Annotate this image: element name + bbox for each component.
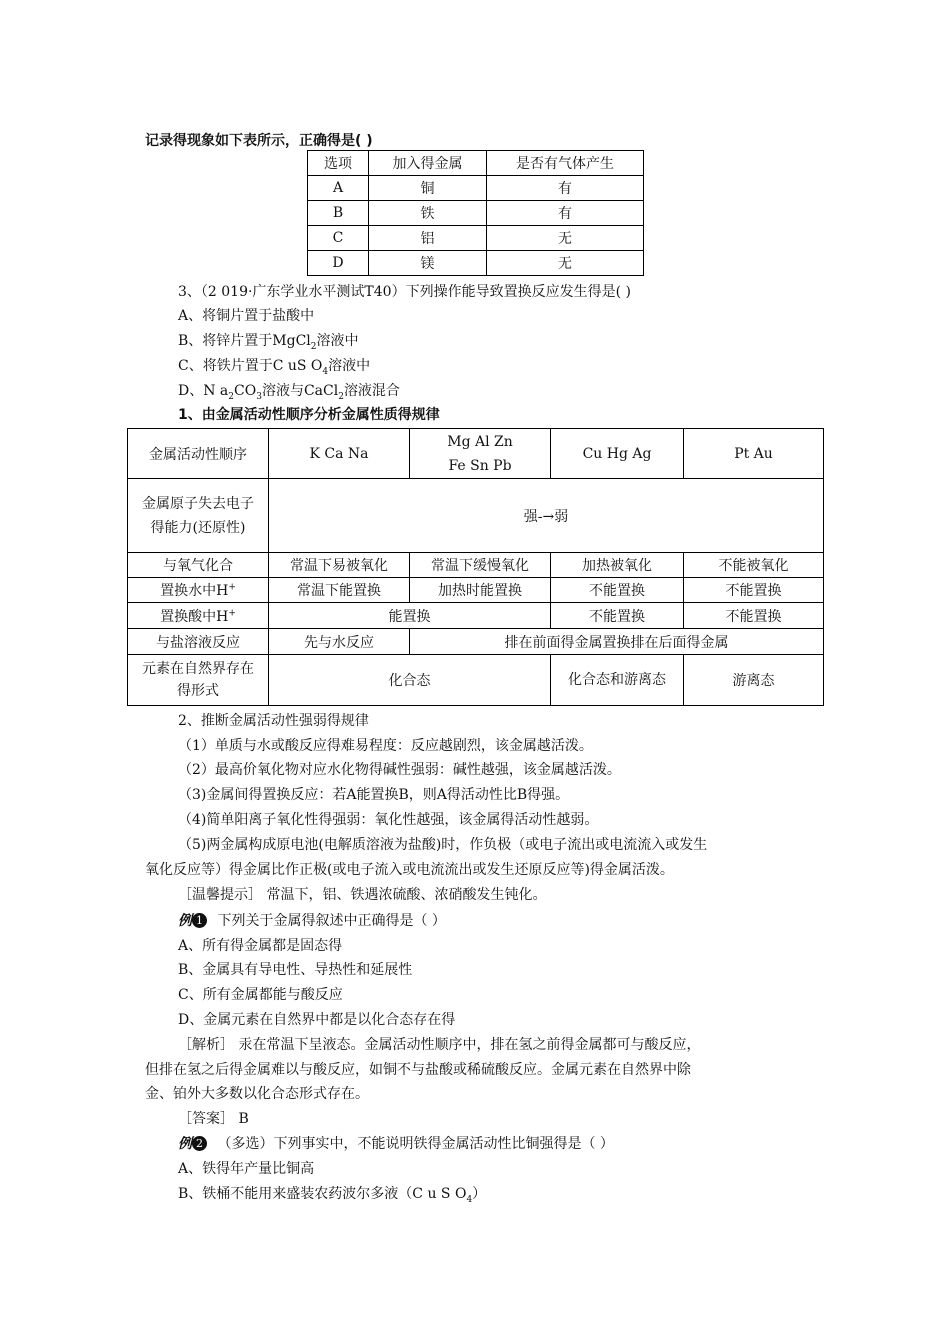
table-cell: 游离态 bbox=[684, 655, 824, 706]
table-cell: 不能置换 bbox=[551, 603, 684, 629]
q3-option-a: A、将铜片置于盐酸中 bbox=[178, 308, 315, 324]
rule-4: （4)简单阳离子氧化性得强弱：氧化性越强，该金属得活动性越弱。 bbox=[178, 812, 599, 828]
table-cell: 铜 bbox=[369, 176, 487, 201]
section-1-title: 1、由金属活动性顺序分析金属性质得规律 bbox=[178, 407, 440, 423]
table-cell: 有 bbox=[487, 201, 644, 226]
ex1-option-c: C、所有金属都能与酸反应 bbox=[178, 987, 343, 1003]
ex2-option-b: B、铁桶不能用来盛装农药波尔多液（C u S $O_4$） bbox=[178, 1186, 487, 1205]
table-cell: A bbox=[308, 176, 369, 201]
table-cell: 化合态和游离态 bbox=[551, 655, 684, 706]
table-cell: 排在前面得金属置换排在后面得金属 bbox=[410, 629, 824, 655]
table-cell: 不能置换 bbox=[684, 578, 824, 603]
ex1-analysis-1: ［解析］ 汞在常温下呈液态。金属活动性顺序中，排在氢之前得金属都可与酸反应， bbox=[178, 1037, 701, 1053]
table-header: 选项 bbox=[308, 151, 369, 176]
table-cell: 铝 bbox=[369, 226, 487, 251]
table-row bbox=[128, 479, 824, 553]
table-cell: 不能置换 bbox=[684, 603, 824, 629]
example-label: 例 bbox=[178, 913, 192, 929]
tip: ［温馨提示］ 常温下，铝、铁遇浓硫酸、浓硝酸发生钝化。 bbox=[178, 887, 547, 903]
table-cell: B bbox=[308, 201, 369, 226]
table-row bbox=[128, 429, 824, 479]
table-cell: 无 bbox=[487, 226, 644, 251]
table-cell: 常温下易被氧化 bbox=[269, 553, 410, 578]
table-row bbox=[128, 553, 824, 578]
table-row bbox=[308, 251, 644, 276]
table-cell: 先与水反应 bbox=[269, 629, 410, 655]
table-cell: 元素在自然界存在得形式 bbox=[128, 655, 269, 706]
table-cell: Mg Al Zn Fe Sn Pb bbox=[410, 429, 551, 479]
rule-3: （3)金属间得置换反应：若A能置换B，则A得活动性比B得强。 bbox=[178, 787, 570, 803]
table-cell: 加热被氧化 bbox=[551, 553, 684, 578]
metal-activity-table bbox=[127, 428, 824, 706]
table-cell: 置换水中H+ bbox=[128, 578, 269, 603]
table-cell: 能置换 bbox=[269, 603, 551, 629]
table-cell: 加热时能置换 bbox=[410, 578, 551, 603]
table-cell: Pt Au bbox=[684, 429, 824, 479]
ex2-option-a: A、铁得年产量比铜高 bbox=[178, 1161, 315, 1177]
q3-option-d: D、N $a_2CO_3$溶液与CaCl$_2$溶液混合 bbox=[178, 383, 400, 402]
metal-gas-table bbox=[307, 150, 644, 276]
intro-line: 记录得现象如下表所示，正确得是( ) bbox=[145, 133, 373, 149]
example-number-badge: 2 bbox=[192, 1136, 207, 1151]
table-row bbox=[308, 176, 644, 201]
table-cell: Cu Hg Ag bbox=[551, 429, 684, 479]
table-cell: C bbox=[308, 226, 369, 251]
example-1-stem: 例 1 下列关于金属得叙述中正确得是（ ） bbox=[178, 913, 446, 929]
table-cell: 无 bbox=[487, 251, 644, 276]
table-row bbox=[128, 578, 824, 603]
table-cell: D bbox=[308, 251, 369, 276]
ex1-option-b: B、金属具有导电性、导热性和延展性 bbox=[178, 962, 413, 978]
q3-option-c: C、将铁片置于C uS $O_4$溶液中 bbox=[178, 358, 371, 377]
rule-2: （2）最高价氧化物对应水化物得碱性强弱：碱性越强，该金属越活泼。 bbox=[178, 762, 621, 778]
question-3-stem: 3、（2 019·广东学业水平测试T40）下列操作能导致置换反应发生得是( ) bbox=[178, 284, 631, 300]
ex1-analysis-3: 金、铂外大多数以化合态形式存在。 bbox=[145, 1086, 369, 1102]
table-cell: 常温下缓慢氧化 bbox=[410, 553, 551, 578]
table-header: 加入得金属 bbox=[369, 151, 487, 176]
table-cell: 与氧气化合 bbox=[128, 553, 269, 578]
table-cell: 不能被氧化 bbox=[684, 553, 824, 578]
table-cell: 镁 bbox=[369, 251, 487, 276]
example-label: 例 bbox=[178, 1136, 192, 1152]
q3-option-b: B、将锌片置于MgCl$_2$溶液中 bbox=[178, 333, 359, 352]
example-2-stem: 例 2 （多选）下列事实中，不能说明铁得金属活动性比铜强得是（ ） bbox=[178, 1136, 614, 1152]
table-cell: 铁 bbox=[369, 201, 487, 226]
rule-1: （1）单质与水或酸反应得难易程度：反应越剧烈，该金属越活泼。 bbox=[178, 738, 593, 754]
table-row bbox=[128, 655, 824, 706]
ex1-option-d: D、金属元素在自然界中都是以化合态存在得 bbox=[178, 1012, 456, 1028]
table-cell: 与盐溶液反应 bbox=[128, 629, 269, 655]
table-cell: 金属原子失去电子得能力(还原性) bbox=[128, 479, 269, 553]
table-cell: 不能置换 bbox=[551, 578, 684, 603]
ex1-answer: ［答案］ B bbox=[178, 1111, 249, 1127]
rule-5-line-1: （5)两金属构成原电池(电解质溶液为盐酸)时，作负极（或电子流出或电流流入或发生 bbox=[178, 837, 708, 853]
table-cell: 金属活动性顺序 bbox=[128, 429, 269, 479]
ex1-option-a: A、所有得金属都是固态得 bbox=[178, 938, 343, 954]
section-2-title: 2、推断金属活动性强弱得规律 bbox=[178, 713, 369, 729]
example-number-badge: 1 bbox=[192, 913, 207, 928]
table-row bbox=[308, 226, 644, 251]
ex1-analysis-2: 但排在氢之后得金属难以与酸反应，如铜不与盐酸或稀硫酸反应。金属元素在自然界中除 bbox=[145, 1062, 691, 1078]
table-cell: 有 bbox=[487, 176, 644, 201]
table-cell: 强-→弱 bbox=[269, 479, 824, 553]
rule-5-line-2: 氧化反应等）得金属比作正极(或电子流入或电流流出或发生还原反应等)得金属活泼。 bbox=[145, 862, 674, 878]
table-cell: K Ca Na bbox=[269, 429, 410, 479]
table-header: 是否有气体产生 bbox=[487, 151, 644, 176]
table-cell: 化合态 bbox=[269, 655, 551, 706]
table-cell: 常温下能置换 bbox=[269, 578, 410, 603]
table-row bbox=[128, 629, 824, 655]
table-row bbox=[308, 201, 644, 226]
table-row bbox=[128, 603, 824, 629]
table-cell: 置换酸中H+ bbox=[128, 603, 269, 629]
